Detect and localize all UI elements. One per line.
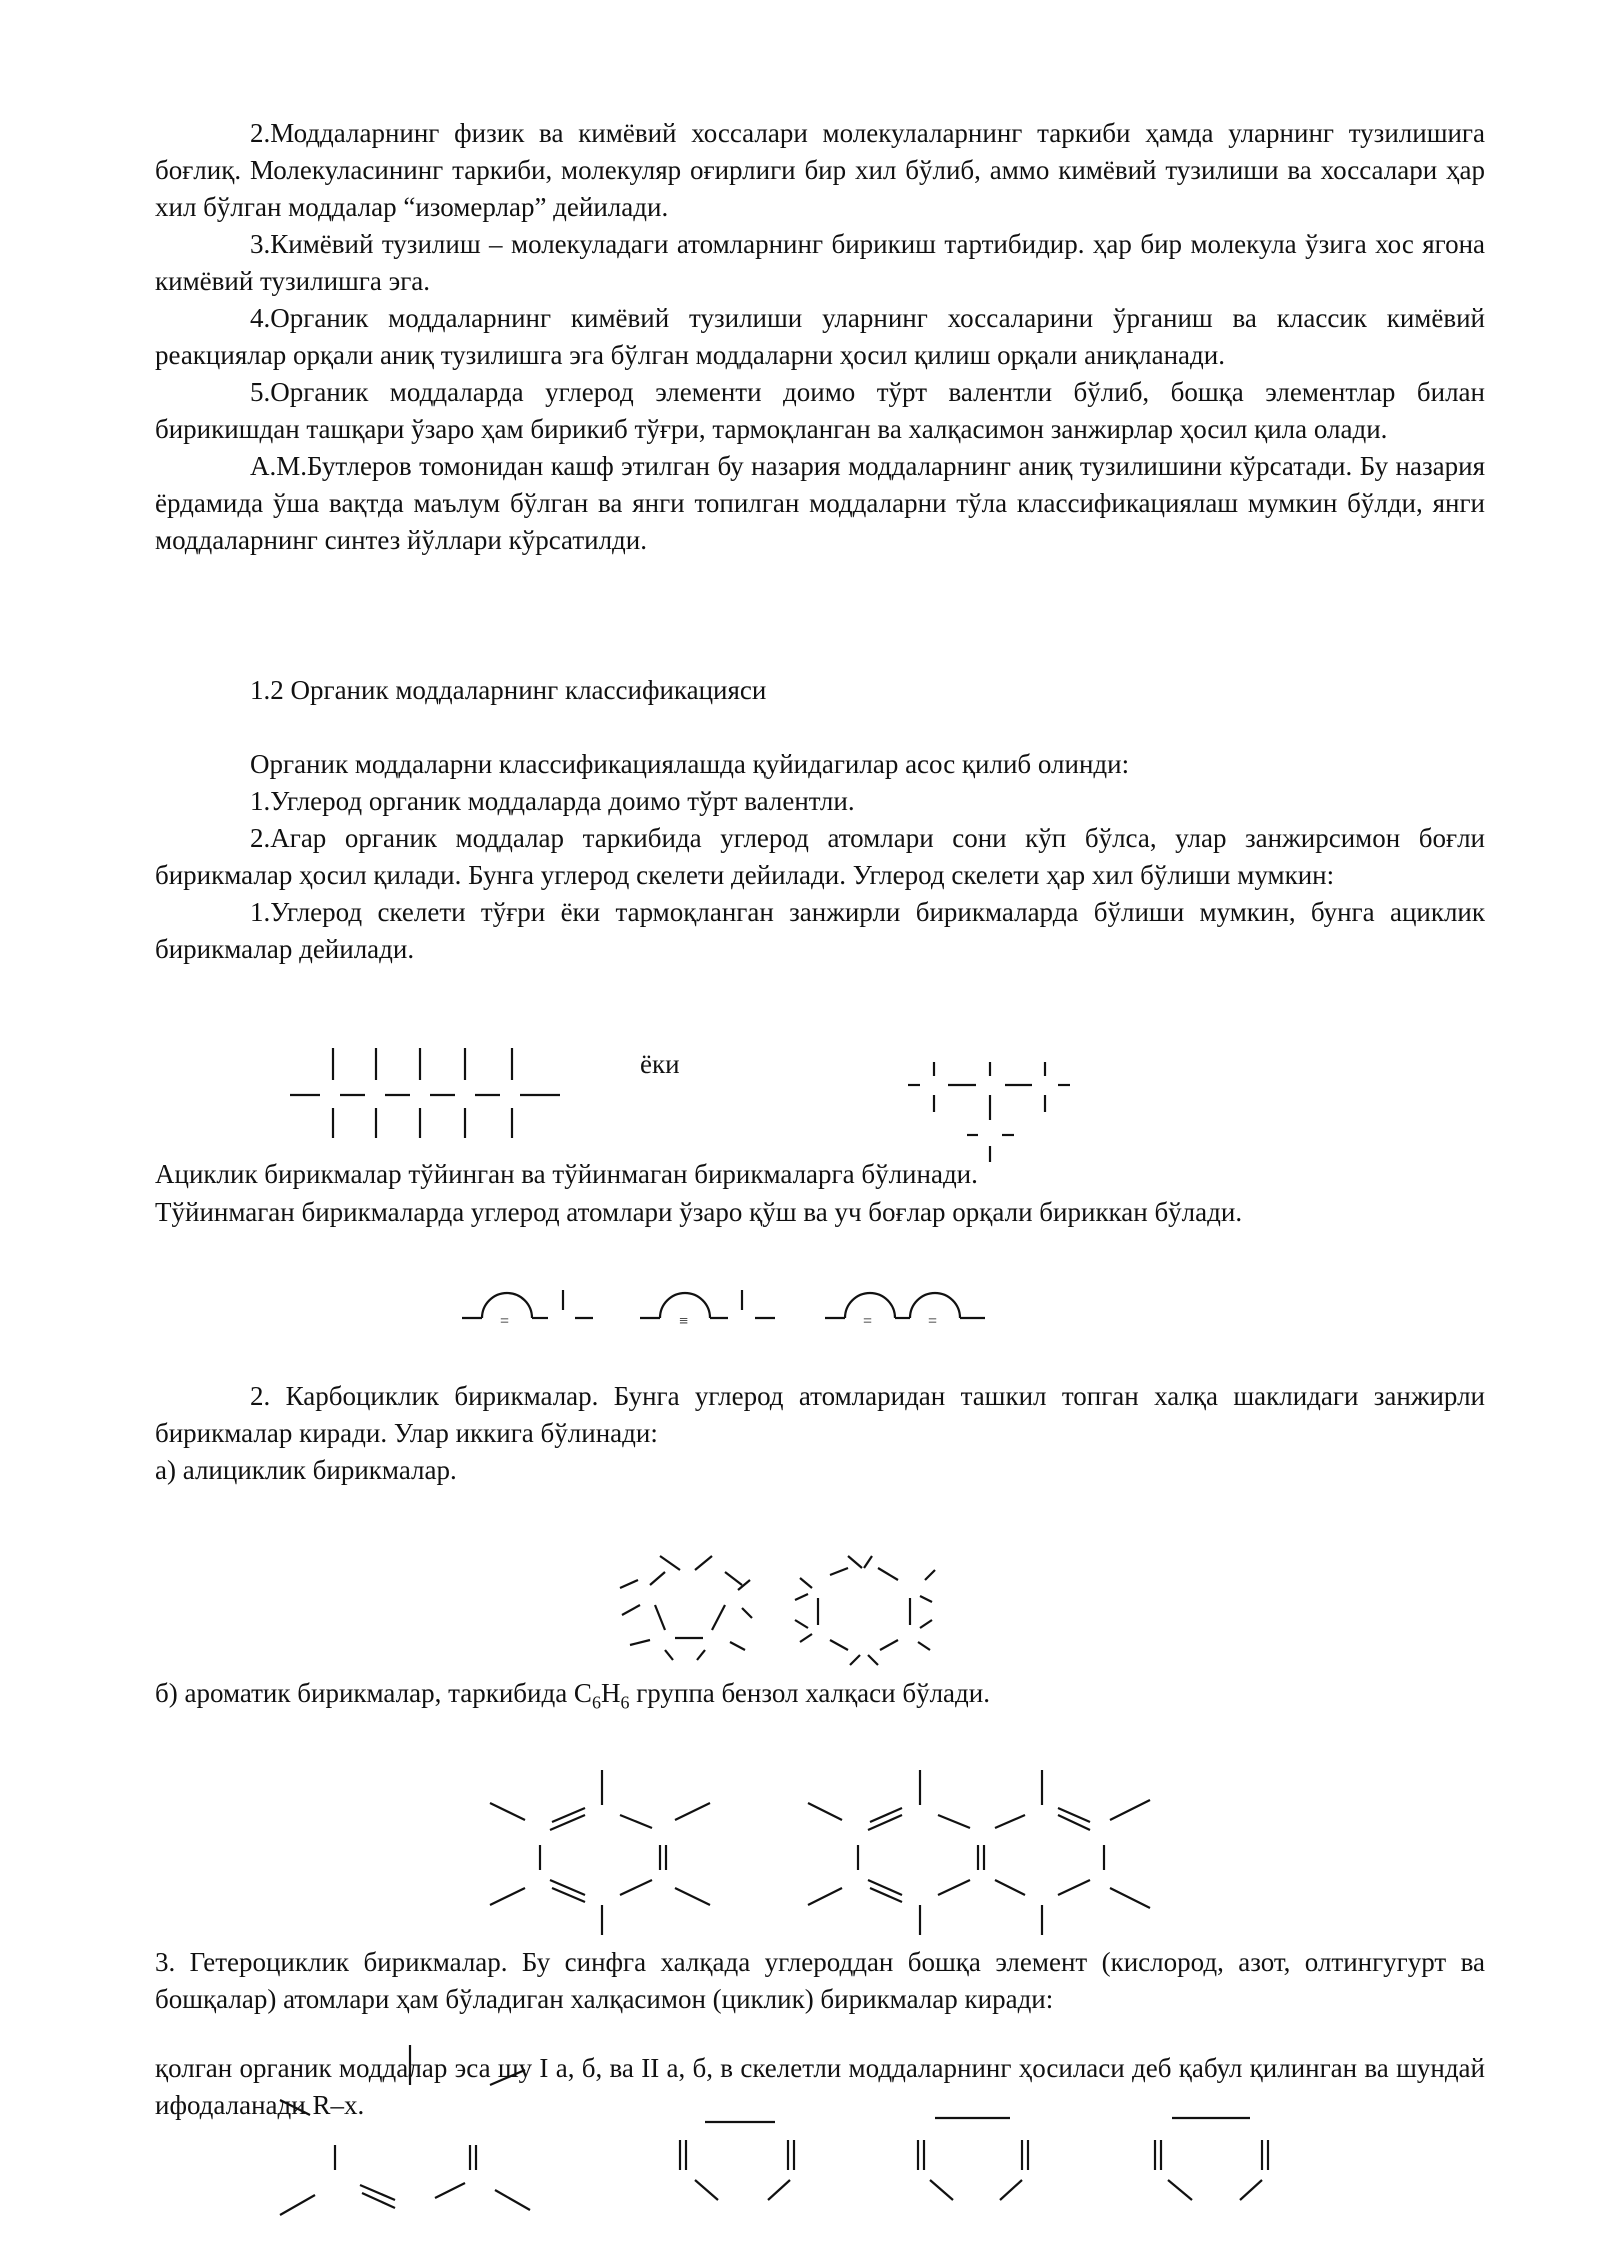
heterocycle-five-ring-structure-3 — [1155, 2118, 1268, 2200]
aromatic-prefix: б) ароматик бирикмалар, таркибида C — [155, 1678, 592, 1708]
section-heading: 1.2 Органик моддаларнинг классификацияси — [250, 675, 767, 705]
classification-item-1: 1.Углерод органик моддаларда доимо тўрт валентли. — [250, 786, 855, 816]
unsaturated-bonds-structure — [462, 1290, 985, 1330]
aromatic-h: H — [600, 1678, 621, 1708]
aromatic-sub-h: 6 — [620, 1692, 630, 1713]
straight-chain-structure — [290, 1048, 560, 1138]
unsaturated-note: Тўйинмаган бирикмаларда углерод атомлари ўзаро қўш ва уч боғлар орқали бириккан бўлади. — [155, 1197, 1243, 1227]
branched-chain-structure — [908, 1062, 1070, 1162]
classification-acyclic: 1.Углерод скелети тўғри ёки тармоқланган занжирли бирикмаларда бўлиши мумкин, бунга ациклик бирикмалар дейилади. — [155, 897, 1485, 964]
heterocyclic-text: 3. Гетероциклик бирикмалар. Бу синфга халқада углероддан бошқа элемент (кислород, азот, олтингугурт ва бошқалар) атомлари ҳам бўладиган халқасимон (циклик) бирикмалар киради: — [155, 1947, 1485, 2014]
cyclohexane-structure — [795, 1556, 935, 1665]
carbocyclic-text: 2. Карбоциклик бирикмалар. Бунга углерод атомларидан ташкил топган халқа шаклидаги занжирли бирикмалар киради. Улар иккига бўлинади: — [155, 1381, 1485, 1448]
double-bond-symbol-2: = — [863, 1313, 873, 1330]
naphthalene-structure — [808, 1770, 1150, 1935]
paragraph-4: 4.Органик моддаларнинг кимёвий тузилиши уларнинг хоссаларини ўрганиш ва классик кимёвий реакциялар орқали аниқ тузилишга эга бўлган моддаларни ҳосил қилиш орқали аниқланади. — [155, 303, 1485, 370]
double-bond-symbol-3: = — [928, 1313, 938, 1330]
double-bond-symbol-1: = — [500, 1313, 510, 1330]
aromatic-sub-c: 6 — [591, 1692, 601, 1713]
paragraph-5: 5.Органик моддаларда углерод элементи доимо тўрт валентли бўлиб, бошқа элементлар билан бирикишдан ташқари ўзаро ҳам бирикиб тўғри, тармоқланган ва халқасимон занжирлар ҳосил қила олади. — [155, 377, 1485, 444]
classification-intro: Органик моддаларни классификациялашда қуйидагилар асос қилиб олинди: — [250, 749, 1130, 779]
acyclic-division: Ациклик бирикмалар тўйинган ва тўйинмаган бирикмаларга бўлинади. — [155, 1159, 978, 1189]
paragraph-2: 2.Моддаларнинг физик ва кимёвий хоссалари молекулаларнинг таркиби ҳамда уларнинг тузилишига боғлиқ. Молекуласининг таркиби, молекуляр оғирлиги бир хил бўлиб, аммо кимёвий тузилиши ва хоссалари ҳар хил бўлган моддалар “изомерлар” дейилади. — [155, 118, 1485, 222]
alicyclic-text: а) алициклик бирикмалар. — [155, 1455, 457, 1485]
heterocycle-five-ring-structure-2 — [918, 2118, 1028, 2200]
classification-item-2: 2.Агар органик моддалар таркибида углерод атомлари сони кўп бўлса, улар занжирсимон боғли бирикмалар ҳосил қилади. Бунга углерод скелети дейилади. Углерод скелети ҳар хил бўлиши мумкин: — [155, 823, 1485, 890]
heterocycle-five-ring-structure-1 — [680, 2122, 794, 2200]
paragraph-3: 3.Кимёвий тузилиш – молекуладаги атомларнинг бирикиш тартибидир. ҳар бир молекула ўзига хос ягона кимёвий тузилишга эга. — [155, 229, 1485, 296]
or-label: ёки — [640, 1049, 680, 1079]
benzene-structure — [490, 1770, 710, 1935]
cyclopentane-structure — [620, 1556, 752, 1660]
paragraph-butlerov: А.М.Бутлеров томонидан кашф этилган бу назария моддаларнинг аниқ тузилишини кўрсатади. Бу назария ёрдамида ўша вақтда маълум бўлган ва янги топилган моддаларни тўла классификациялаш мумкин бўлди, янги моддаларнинг синтез йўллари кўрсатилди. — [155, 451, 1485, 555]
heterocycle-six-ring-structure — [280, 2045, 530, 2215]
remaining-text: қолган органик моддалар эса шу I а, б, ва II а, б, в скелетли моддаларнинг ҳосиласи деб қабул қилинган ва шундай ифодаланади R–x. — [155, 2053, 1485, 2120]
triple-bond-symbol: ≡ — [679, 1313, 689, 1330]
aromatic-suffix: группа бензол халқаси бўлади. — [629, 1678, 990, 1708]
